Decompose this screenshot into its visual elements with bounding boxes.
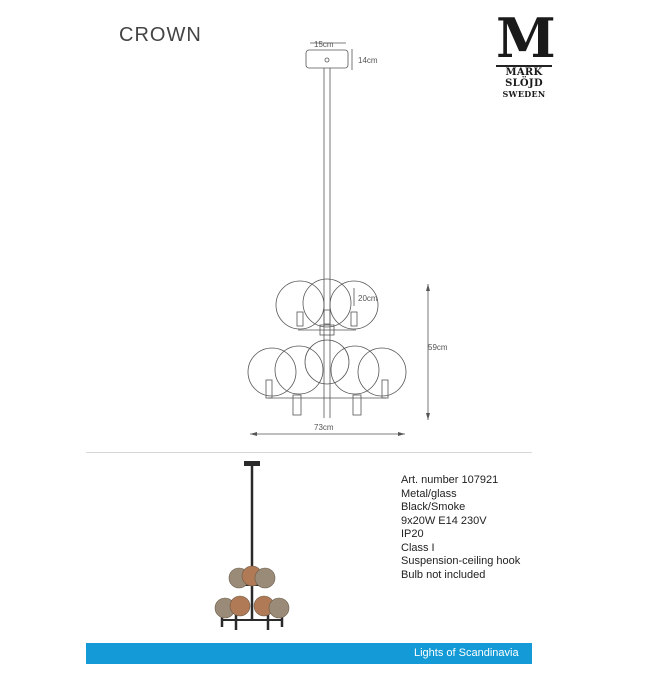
footer-tagline: Lights of Scandinavia	[414, 647, 519, 659]
photo-upper-globe-right	[255, 568, 275, 588]
upper-holder-1	[297, 312, 303, 326]
spec-ip-rating: IP20	[401, 528, 424, 540]
spec-list	[401, 474, 520, 582]
canopy-height-label: 14cm	[358, 56, 378, 65]
section-divider	[86, 452, 532, 453]
canopy-width-label: 15cm	[314, 40, 334, 49]
spec-article-number: Art. number 107921	[401, 474, 499, 486]
lower-globe-5	[305, 340, 349, 384]
canopy-outline	[306, 50, 348, 68]
upper-globe-left	[276, 281, 324, 329]
lower-globe-2	[275, 346, 323, 394]
product-photo	[215, 461, 289, 630]
spec-mounting: Suspension-ceiling hook	[401, 555, 521, 567]
logo-letter: M	[496, 6, 556, 70]
logo-word-3: SWEDEN	[502, 89, 546, 99]
spec-material: Metal/glass	[401, 487, 457, 500]
canopy-screw	[325, 58, 329, 62]
total-height-label: 59cm	[428, 343, 448, 352]
footer-banner	[86, 643, 532, 664]
upper-holder-3	[351, 312, 357, 326]
upper-holder-2	[324, 310, 330, 324]
product-title: CROWN	[119, 24, 202, 46]
globe-diameter-label: 20cm	[358, 294, 378, 303]
logo-word-1: MARK	[505, 67, 543, 78]
photo-lower-globe-4	[269, 598, 289, 618]
spec-color: Black/Smoke	[401, 501, 466, 513]
spec-bulbs: 9x20W E14 230V	[401, 514, 487, 527]
spec-class: Class I	[401, 541, 435, 554]
photo-lower-globe-2	[230, 596, 250, 616]
spec-bulb-note: Bulb not included	[401, 568, 486, 581]
logo-word-2: SLÖJD	[505, 78, 543, 89]
upper-globe-center	[303, 279, 351, 327]
total-width-label: 73cm	[314, 423, 334, 432]
lower-globe-3	[331, 346, 379, 394]
